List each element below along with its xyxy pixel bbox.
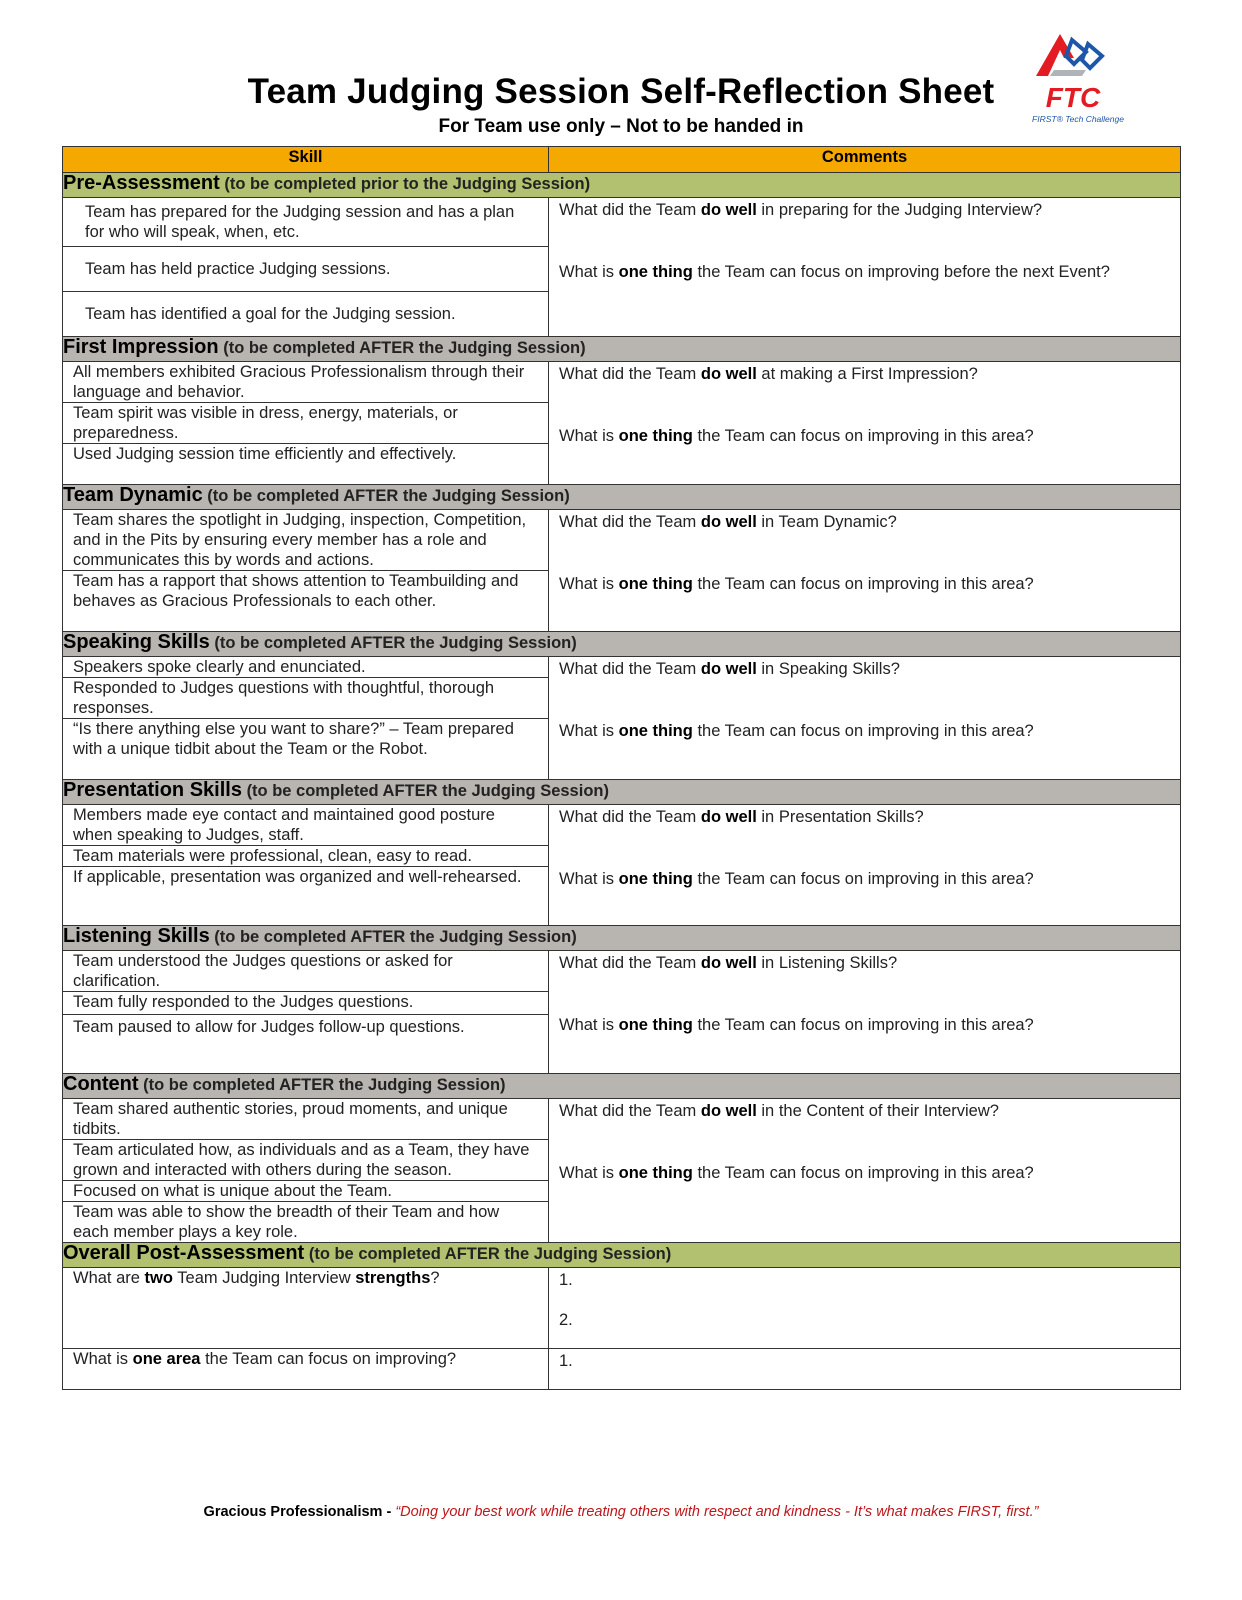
question-emphasis: one thing [618, 575, 693, 593]
column-header-comments: Comments [549, 147, 1181, 173]
reflection-table [62, 146, 1181, 1390]
question-text: the Team can focus on improving in this area? [697, 427, 1034, 445]
section-note: (to be completed prior to the Judging Session) [224, 175, 591, 193]
question-text: the Team can focus on improving in this area? [697, 1016, 1034, 1034]
footer-quote: “Doing your best work while treating others with respect and kindness - It’s what makes FIRST, first.” [395, 1504, 1039, 1520]
question-emphasis: one thing [618, 722, 693, 740]
question-text: What did the Team [559, 201, 697, 219]
question-emphasis: do well [700, 954, 757, 972]
page-subtitle: For Team use only – Not to be handed in [438, 116, 804, 137]
page-title: Team Judging Session Self-Reflection Sheet [247, 72, 995, 111]
skill-item: Speakers spoke clearly and enunciated. [63, 657, 549, 678]
question-text: in preparing for the Judging Interview? [761, 201, 1043, 219]
section-header-first-impression [63, 337, 1181, 362]
question-text: Team Judging Interview [177, 1269, 351, 1287]
comments-cell[interactable] [549, 510, 1181, 632]
section-header-team-dynamic [63, 485, 1181, 510]
section-note: (to be completed AFTER the Judging Session) [207, 487, 570, 505]
logo-text: FTC [1045, 82, 1101, 113]
skill-item: Team has held practice Judging sessions. [63, 247, 549, 292]
question-emphasis: one thing [618, 1016, 693, 1034]
question-emphasis: one area [132, 1350, 201, 1368]
table-row [63, 362, 1181, 403]
question-text: What did the Team [559, 365, 697, 383]
table-row [63, 510, 1181, 571]
skill-item: Team has a rapport that shows attention to Teambuilding and behaves as Gracious Professionals to each other. [63, 571, 549, 632]
question-emphasis: one thing [618, 870, 693, 888]
question-emphasis: do well [700, 513, 757, 531]
comments-cell[interactable] [549, 198, 1181, 337]
section-title: Presentation Skills [63, 779, 242, 801]
question-text: the Team can focus on improving in this area? [697, 722, 1034, 740]
question-emphasis: do well [700, 365, 757, 383]
skill-item: Team shares the spotlight in Judging, inspection, Competition, and in the Pits by ensuring every member has a role and communicates this by words and actions. [63, 510, 549, 571]
section-note: (to be completed AFTER the Judging Session) [214, 928, 577, 946]
question-text: What is [559, 722, 615, 740]
question-emphasis: two [144, 1269, 173, 1287]
answer-number: 1. [559, 1271, 573, 1289]
question-text: What is [559, 1164, 615, 1182]
skill-item: Team has prepared for the Judging session and has a plan for who will speak, when, etc. [63, 198, 549, 247]
question-text: What is [559, 263, 615, 281]
post-question-strengths [63, 1268, 549, 1349]
section-title: Listening Skills [63, 925, 210, 947]
section-note: (to be completed AFTER the Judging Session) [308, 1245, 672, 1263]
section-title: Speaking Skills [63, 631, 210, 653]
question-text: in Presentation Skills? [761, 808, 924, 826]
post-question-improve [63, 1349, 549, 1390]
skill-item: If applicable, presentation was organized and well-rehearsed. [63, 867, 549, 926]
comments-cell[interactable] [549, 951, 1181, 1074]
question-text: What is [559, 427, 615, 445]
table-header-row [63, 147, 1181, 173]
question-emphasis: one thing [618, 263, 693, 281]
skill-item: All members exhibited Gracious Professionalism through their language and behavior. [63, 362, 549, 403]
question-emphasis: do well [700, 1102, 757, 1120]
question-emphasis: strengths [355, 1269, 431, 1287]
section-header-pre-assessment [63, 173, 1181, 198]
question-emphasis: one thing [618, 1164, 693, 1182]
section-note: (to be completed AFTER the Judging Session) [143, 1076, 506, 1094]
section-title: Content [63, 1073, 139, 1095]
answer-cell-improve[interactable] [549, 1349, 1181, 1390]
skill-item: Members made eye contact and maintained good posture when speaking to Judges, staff. [63, 805, 549, 846]
skill-item: Team has identified a goal for the Judging session. [63, 292, 549, 337]
section-header-presentation-skills [63, 780, 1181, 805]
skill-item: Focused on what is unique about the Team. [63, 1181, 549, 1202]
section-note: (to be completed AFTER the Judging Session) [223, 339, 586, 357]
question-emphasis: do well [700, 660, 757, 678]
question-text: ? [430, 1269, 440, 1287]
question-text: at making a First Impression? [761, 365, 978, 383]
section-title: Overall Post-Assessment [63, 1242, 305, 1264]
question-emphasis: do well [700, 808, 757, 826]
question-text: the Team can focus on improving before the next Event? [697, 263, 1110, 281]
comments-cell[interactable] [549, 1099, 1181, 1243]
question-emphasis: one thing [618, 427, 693, 445]
section-title: First Impression [63, 336, 219, 358]
section-header-listening-skills [63, 926, 1181, 951]
comments-cell[interactable] [549, 362, 1181, 485]
table-row [63, 657, 1181, 678]
section-note: (to be completed AFTER the Judging Session) [214, 634, 577, 652]
table-row [63, 1349, 1181, 1390]
column-header-skill: Skill [63, 147, 549, 173]
question-text: in the Content of their Interview? [761, 1102, 999, 1120]
question-text: What are [73, 1269, 140, 1287]
skill-item: Team was able to show the breadth of their Team and how each member plays a key role. [63, 1202, 549, 1243]
question-text: in Listening Skills? [761, 954, 898, 972]
table-row [63, 805, 1181, 846]
question-text: the Team can focus on improving? [205, 1350, 457, 1368]
section-note: (to be completed AFTER the Judging Session) [246, 782, 609, 800]
section-header-content [63, 1074, 1181, 1099]
table-row [63, 198, 1181, 247]
section-header-speaking-skills [63, 632, 1181, 657]
logo-tagline: FIRST® Tech Challenge [1032, 114, 1124, 124]
question-text: What did the Team [559, 660, 697, 678]
footer-label: Gracious Professionalism - [203, 1504, 392, 1520]
ftc-logo [1028, 30, 1138, 130]
skill-item: Team paused to allow for Judges follow-up questions. [63, 1015, 549, 1074]
question-text: What did the Team [559, 954, 697, 972]
question-text: What is [73, 1350, 129, 1368]
question-text: What did the Team [559, 513, 697, 531]
skill-item: Team shared authentic stories, proud moments, and unique tidbits. [63, 1099, 549, 1140]
skill-item: Used Judging session time efficiently and effectively. [63, 444, 549, 485]
question-text: What did the Team [559, 1102, 697, 1120]
table-row [63, 1268, 1181, 1349]
skill-item: Team fully responded to the Judges questions. [63, 992, 549, 1015]
question-text: What is [559, 575, 615, 593]
skill-item: Team materials were professional, clean, easy to read. [63, 846, 549, 867]
skill-item: Responded to Judges questions with thoughtful, thorough responses. [63, 678, 549, 719]
answer-number: 1. [559, 1352, 573, 1370]
comments-cell[interactable] [549, 805, 1181, 926]
answer-cell-strengths[interactable] [549, 1268, 1181, 1349]
ftc-logo-icon [1030, 30, 1110, 84]
footer [0, 1504, 1242, 1520]
skill-item: Team understood the Judges questions or asked for clarification. [63, 951, 549, 992]
question-text: What is [559, 870, 615, 888]
comments-cell[interactable] [549, 657, 1181, 780]
question-text: in Speaking Skills? [761, 660, 900, 678]
question-text: in Team Dynamic? [761, 513, 897, 531]
question-text: What did the Team [559, 808, 697, 826]
skill-item: Team articulated how, as individuals and as a Team, they have grown and interacted with others during the season. [63, 1140, 549, 1181]
section-title: Pre-Assessment [63, 172, 220, 194]
skill-item: “Is there anything else you want to share?” – Team prepared with a unique tidbit about the Team or the Robot. [63, 719, 549, 780]
table-row [63, 951, 1181, 992]
question-text: the Team can focus on improving in this area? [697, 870, 1034, 888]
question-text: the Team can focus on improving in this area? [697, 575, 1034, 593]
section-title: Team Dynamic [63, 484, 203, 506]
skill-item: Team spirit was visible in dress, energy, materials, or preparedness. [63, 403, 549, 444]
table-row [63, 1099, 1181, 1140]
question-emphasis: do well [700, 201, 757, 219]
question-text: the Team can focus on improving in this area? [697, 1164, 1034, 1182]
answer-number: 2. [559, 1311, 573, 1329]
question-text: What is [559, 1016, 615, 1034]
section-header-post-assessment [63, 1243, 1181, 1268]
